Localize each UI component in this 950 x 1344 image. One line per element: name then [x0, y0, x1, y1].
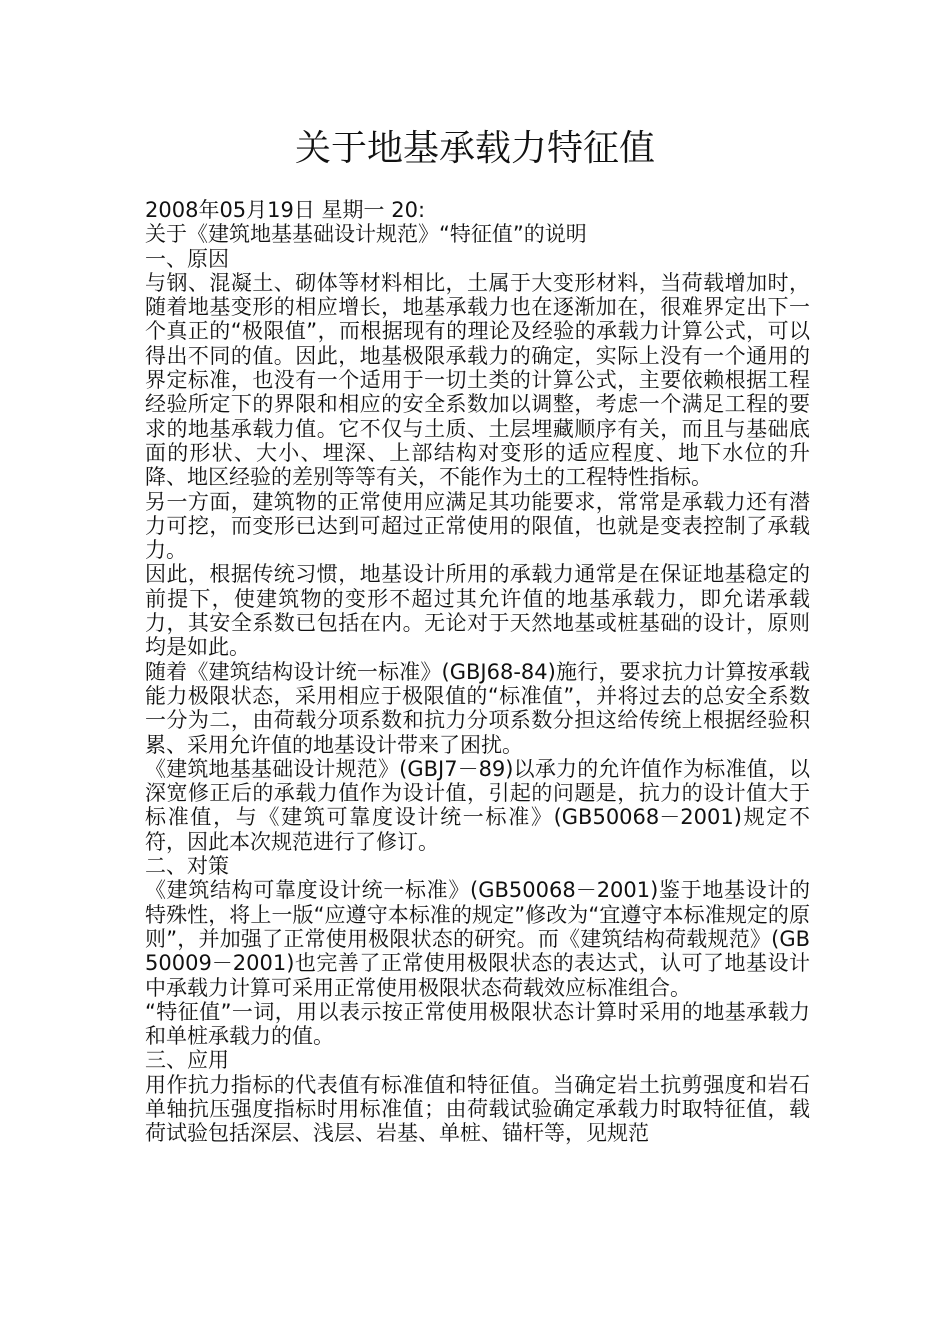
paragraph: 用作抗力指标的代表值有标准值和特征值。当确定岩土抗剪强度和岩石单轴抗压强度指标时用标准值；由荷载试验确定承载力时取特征值，载荷试验包括深层、浅层、岩基、单桩、锚杆等，见规范 — [145, 1072, 810, 1146]
paragraph: 《建筑地基基础设计规范》(GBJ7－89)以承力的允许值作为标准值，以深宽修正后的承载力值作为设计值，引起的问题是，抗力的设计值大于标准值，与《建筑可靠度设计统一标准》(GB50068－2001)规定不符，因此本次规范进行了修订。 — [145, 756, 810, 854]
subtitle-line: 关于《建筑地基基础设计规范》“特征值”的说明 — [145, 222, 587, 247]
section-heading-application: 三、应用 — [145, 1048, 229, 1073]
paragraph: “特征值”一词，用以表示按正常使用极限状态计算时采用的地基承载力和单桩承载力的值。 — [145, 999, 810, 1049]
section-heading-reason: 一、原因 — [145, 246, 229, 271]
section-heading-countermeasure: 二、对策 — [145, 854, 229, 879]
document-body — [145, 198, 810, 1146]
paragraph: 随着《建筑结构设计统一标准》(GBJ68-84)施行，要求抗力计算按承载能力极限状态，采用相应于极限值的“标准值”，并将过去的总安全系数一分为二，由荷载分项系数和抗力分项系数分担这给传统上根据经验积累、采用允许值的地基设计带来了困扰。 — [145, 659, 810, 757]
paragraph: 与钢、混凝土、砌体等材料相比，土属于大变形材料，当荷载增加时，随着地基变形的相应增长，地基承载力也在逐渐加在，很难界定出下一个真正的“极限值”，而根据现有的理论及经验的承载力计算公式，可以得出不同的值。因此，地基极限承载力的确定，实际上没有一个通用的界定标准，也没有一个适用于一切土类的计算公式，主要依赖根据工程经验所定下的界限和相应的安全系数加以调整，考虑一个满足工程的要求的地基承载力值。它不仅与土质、土层埋藏顺序有关，而且与基础底面的形状、大小、埋深、上部结构对变形的适应程度、地下水位的升降、地区经验的差别等等有关，不能作为土的工程特性指标。 — [145, 270, 810, 490]
paragraph: 另一方面，建筑物的正常使用应满足其功能要求，常常是承载力还有潜力可挖，而变形已达到可超过正常使用的限值，也就是变表控制了承载力。 — [145, 489, 810, 563]
document-title: 关于地基承载力特征值 — [294, 128, 655, 169]
paragraph: 因此，根据传统习惯，地基设计所用的承载力通常是在保证地基稳定的前提下，使建筑物的变形不超过其允许值的地基承载力，即允诺承载力，其安全系数已包括在内。无论对于天然地基或桩基础的设计，原则均是如此。 — [145, 562, 810, 660]
date-line: 2008年05月19日 星期一 20: — [145, 198, 426, 222]
paragraph: 《建筑结构可靠度设计统一标准》(GB50068－2001)鉴于地基设计的特殊性，将上一版“应遵守本标准的规定”修改为“宜遵守本标准规定的原则”，并加强了正常使用极限状态的研究。而《建筑结构荷载规范》(GB50009－2001)也完善了正常使用极限状态的表达式，认可了地基设计中承载力计算可采用正常使用极限状态荷载效应标准组合。 — [145, 878, 810, 1000]
